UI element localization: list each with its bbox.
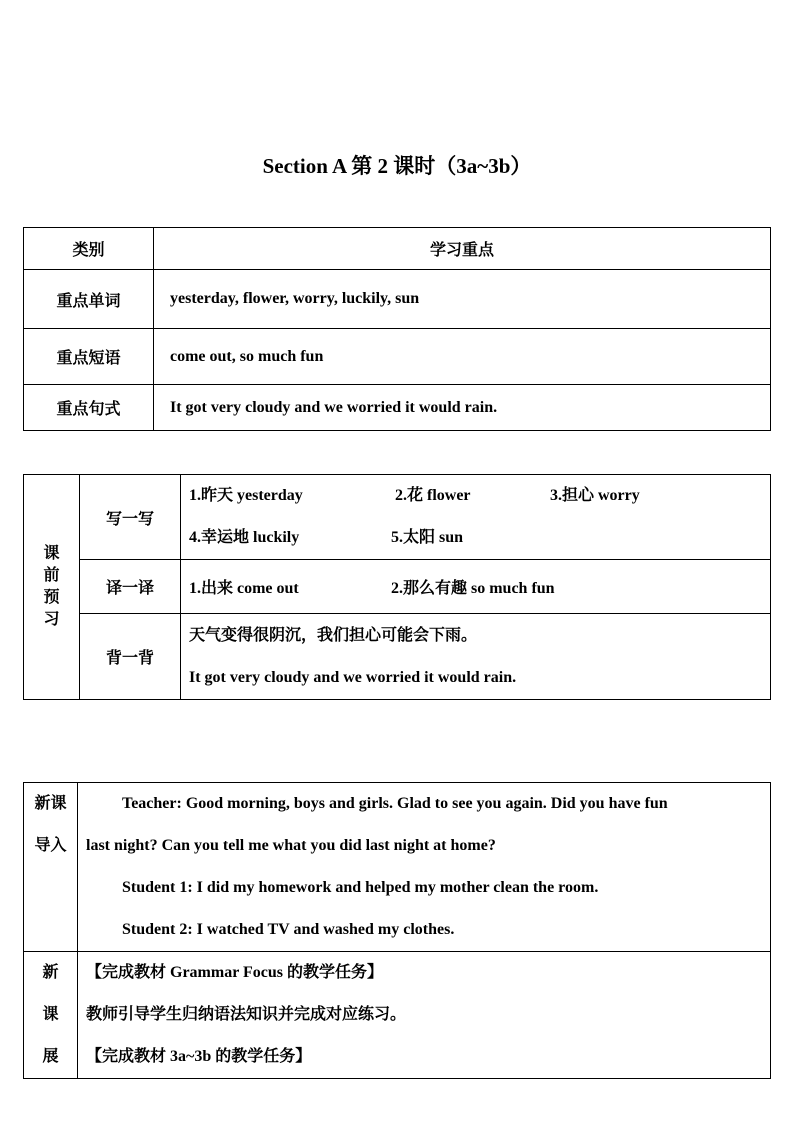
header-category: 类别 <box>24 228 154 270</box>
develop-label: 新 <box>42 964 59 981</box>
row-content: come out, so much fun <box>154 329 771 385</box>
translate-content <box>181 560 771 614</box>
header-focus: 学习重点 <box>154 228 771 270</box>
table-row <box>24 560 771 614</box>
table-row <box>24 270 771 329</box>
write-label: 写一写 <box>80 475 181 560</box>
recite-line-cn: 天气变得很阴沉，我们担心可能会下雨。 <box>189 626 478 644</box>
develop-label: 课 <box>42 1006 59 1023</box>
preview-table <box>23 474 771 700</box>
list-item: 1.出来 come out <box>189 580 299 597</box>
row-content: It got very cloudy and we worried it would rain. <box>154 385 771 431</box>
row-label: 重点句式 <box>24 385 154 431</box>
table-row <box>24 329 771 385</box>
recite-line-en: It got very cloudy and we worried it would rain. <box>189 668 517 686</box>
list-item: 1.昨天 yesterday <box>189 487 303 504</box>
list-item: 2.花 flower <box>395 487 471 504</box>
preview-label-cell <box>24 475 80 700</box>
recite-label: 背一背 <box>80 614 181 700</box>
table-row <box>24 952 771 1079</box>
intro-label-cell <box>24 783 78 952</box>
row-label: 重点单词 <box>24 270 154 329</box>
intro-line: Teacher: Good morning, boys and girls. Glad to see you again. Did you have fun <box>122 795 668 812</box>
develop-line: 【完成教材 3a~3b 的教学任务】 <box>86 1048 312 1065</box>
recite-content <box>181 614 771 700</box>
row-label: 重点短语 <box>24 329 154 385</box>
table-row <box>24 385 771 431</box>
table-row <box>24 783 771 952</box>
focus-table-header <box>24 228 771 270</box>
translate-label: 译一译 <box>80 560 181 614</box>
develop-label-cell <box>24 952 78 1079</box>
row-content: yesterday, flower, worry, luckily, sun <box>154 270 771 329</box>
develop-label: 展 <box>42 1048 59 1065</box>
list-item: 2.那么有趣 so much fun <box>391 580 555 597</box>
table-row <box>24 614 771 700</box>
table-row <box>24 475 771 560</box>
intro-content <box>78 783 771 952</box>
preview-label: 课前预习 <box>43 545 60 628</box>
list-item: 5.太阳 sun <box>391 529 464 546</box>
intro-line: Student 1: I did my homework and helped my mother clean the room. <box>122 879 599 896</box>
focus-table <box>23 227 771 431</box>
list-item: 4.幸运地 luckily <box>189 529 300 546</box>
intro-label: 导入 <box>34 837 67 854</box>
develop-line: 【完成教材 Grammar Focus 的教学任务】 <box>86 964 384 981</box>
page-title: Section A 第 2 课时（3a~3b） <box>262 154 532 178</box>
write-content <box>181 475 771 560</box>
intro-line: last night? Can you tell me what you did last night at home? <box>86 837 496 854</box>
intro-line: Student 2: I watched TV and washed my clothes. <box>122 921 455 938</box>
list-item: 3.担心 worry <box>550 487 640 504</box>
intro-label: 新课 <box>34 795 67 812</box>
develop-content <box>78 952 771 1079</box>
develop-line: 教师引导学生归纳语法知识并完成对应练习。 <box>86 1006 407 1023</box>
lesson-table <box>23 782 771 1079</box>
